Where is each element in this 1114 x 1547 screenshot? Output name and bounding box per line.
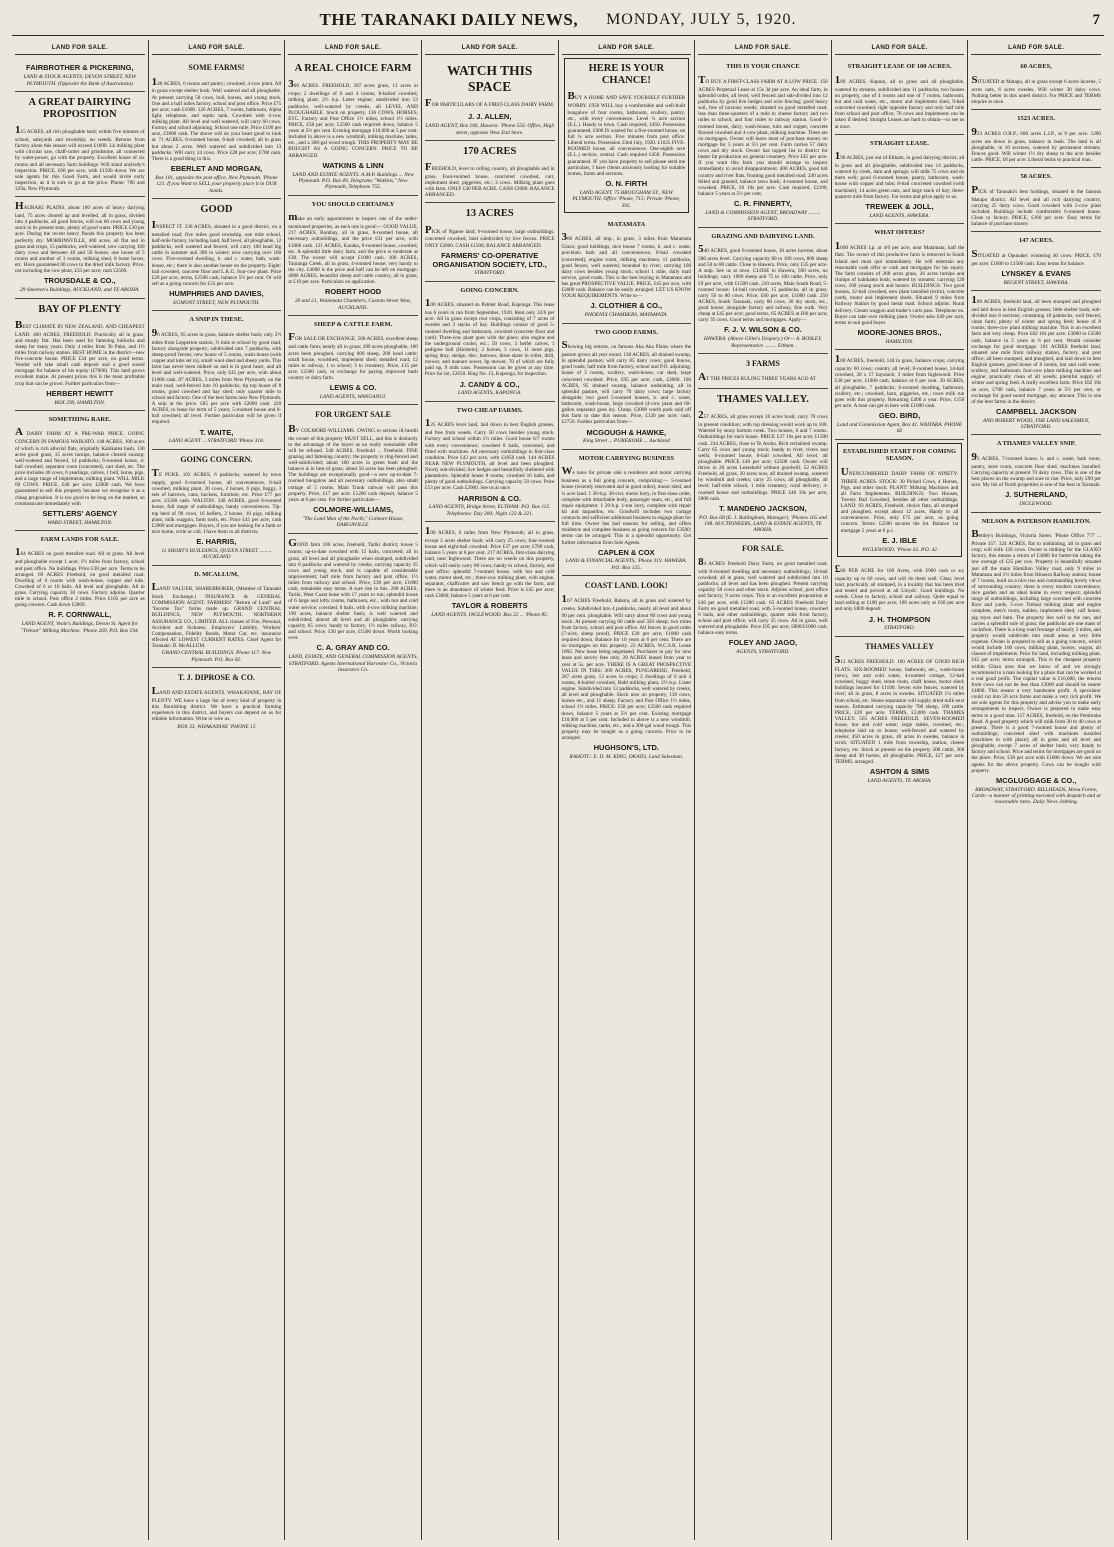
column-heading: LAND FOR SALE. <box>152 40 282 55</box>
ad-body: FOR SALE OR EXCHANGE. 500 ACRES, excellent sheep and cattle farm; nearly all in grass; 200 acres ploughable, 100 acres been ploughed, carrying 600 sheep, 200 head cattle; small house, woolshed, implement shed; metalled road; 12 miles to railway, 1 to school; 3 to creamery. Price, £15 per acre. £1500 cash, or exchange for paying improved bush country or dairy farm. <box>288 331 418 382</box>
ad-address: INGLEWOOD. 'Phone 61. P.O. 42 <box>862 546 937 553</box>
ad-title: A SNIP IN THESE. <box>189 316 244 324</box>
ad-address: P.O. Box 68 (E. J. Ballingham, Manager). 'Phones 165 and 198. AUCTIONEERS, LAND & ESTATE AGENTS, TE AROHA. <box>699 514 827 534</box>
ad-address: Box 101, opposite the post office, New Plymouth. 'Phone 121. If you Want to SELL your property place it in OUR hands. <box>155 174 278 194</box>
ad-body: 100 ACRES, situated on Palmer Road, Kaponga. This lease has 6 years to run from September, 1920. Rent only 32/6 per acre. All in grass except root crops, consisting of 7 acres of swedes and 3 stacks of hay. Buildings consist of good 5-roomed dwelling and bathroom, cowshed (concrete floor and yard). Three-cow plant goes with the place; also engine and the underground cooler, etc.; 50 cows, 3 heifer calves, 1 pedigree bull (Holstein); 2 horses, 3 cows, 11 store pigs, spring dray, sledge, disc, harrows, three share in roller, drill, mower, and manure sower, hp mower, 70 of which are fully paid up, 9 milk cans. Possession can be given at any time. Price for lot, £2650. Ring No. 13, Kaponga, for inspection. <box>424 297 555 378</box>
ad-body: LAND VALUER, SHAREBROKER, (Member of Taranaki Stock Exchange.) INSURANCE & GENERAL COMMISSION AGENT. FARMERS' "Return of Land" and "Income Tax" forms made up. GRAND CENTRAL BUILDINGS, NEW PLYMOUTH. NORTHERN ASSURANCE CO., LIMITED. ALL classes of Fire, Personal, Accident and Sickness; Employers' Liability, Workers' Compensation, Fidelity Bonds, Motor Car, etc. insurance effected AT LOWEST CURRENT RATES. Chief Agent for Taranaki: D. McALLUM. <box>151 581 282 650</box>
ad-title: COAST LAND. LOOK! <box>584 581 668 591</box>
column <box>12 40 149 1540</box>
advertisement <box>288 196 418 316</box>
ad-title: A THAMES VALLEY SNIP. <box>996 440 1076 448</box>
column-heading: LAND FOR SALE. <box>971 40 1101 55</box>
ad-address: LAND & STOCK AGENTS, DEVON STREET, NEW PLYMOUTH. (Opposite the Bank of Australasia) <box>23 74 137 87</box>
ad-agent: J. J. ALLEN, <box>467 112 512 122</box>
ad-title: 50 ACRES. <box>1020 173 1052 181</box>
ad-body: Showing big returns, on famous Aka Aka Plains where the pasture grows all year round. 130 ACRES, all drained swamp, in splendid pasture; will carry 85 dairy cows; good fences, good roads; half mile from factory, school and P.O. adjoining; house of 5 rooms, scullery, wash-house, car shed, large concreted cowshed. Price, £95 per acre; cash, £3000. 100 ACRES, 95 drained swamp, balance undulating, all in splendid pasture, will carry 70 dairy cows; large factory alongside; two good 5-roomed houses, h. and c. water, bathroom, wash-house, large cowshed (4-cow plant and 60-gallon separator goes in). Cheap. £3000 worth pack sold off this farm to date this season. Price, £120 per acre; cash, £2750. Further particulars from— <box>561 339 692 426</box>
ad-address: LAND AGENT ... STRATFORD 'Phone 318. <box>168 438 265 445</box>
ad-title: MOTOR CARRYING BUSINESS <box>578 454 674 462</box>
ad-body: 512 ACRES FREEHOLD. 160 ACRES OF GOOD RICH FLATS. SIX-ROOMED house, bathroom, etc., wash-house (new), hot and cold water, 4-roomed cottage, 12-bail cowshed, buggy shed, stone room, chaff house, motor shed; buildings insured for £1100. Seven wire fences; watered by river; all in grass, 8 acres in swedes. SITUATED 1¼ miles from school, etc. Home separation will supply dried milk next season. Estimated carrying capacity 700 sheep, 100 cattle. PRICE, £20 per acre. TERMS, £3,000 cash. THAMES VALLEY. 565 ACRES FREEHOLD. SEVEN-ROOMED house, hot and cold water; large stable, cowshed, etc.; telephone laid on to house; well-fenced and watered by creeks; 450 acres in grass, 40 acres in swedes, balance in scrub. SITUATED 1 mile from township, station, cheese factory, etc. Stock at present on the property 200 cattle, 300 sheep and 30 horses, all ploughable. PRICE, £27 per acre. TERMS, arranged. <box>834 654 965 765</box>
ad-agent: FARMERS' CO-OPERATIVE ORGANISATION SOCIETY, LTD., <box>432 250 547 269</box>
column <box>422 40 559 1540</box>
ad-address: LAND AGENT, Veale's Buildings, Devon St. Agent for "Treloar" Milking Machine. 'Phone 269, P.O. Box 194. <box>20 621 139 634</box>
advertisement <box>971 58 1101 110</box>
ad-body: 540 ACRES, good 6-roomed house, 10 acres lucerne, about 500 acres level. Carrying capacity 80 to 100 cows, 800 sheep and 50 to 80 cattle. Close to Hawera. Price, only £35 per acre. A snip. See us at once. CLOSE to Hawera, 500 acres, no buildings; carry 1000 sheep and 75 to 100 cattle. Price, only £9 per acre, with £1500 cash. 210 acres, Main South Road, 5-roomed house; 14-bail cowshed, 15 paddocks, all in grass; carry 56 to 80 cows. Price, £60 per acre, £1000 cash. 250 ACRES, South Taranaki, carry 80 cows, 30 dry stock, etc., good house; alongside factory and railway, fine walk. Very cheap at £45 per acre; good terms. 65 ACRES at £80 per acre; carry 35 cows. Good terms and mortgages. Apply— <box>698 243 828 324</box>
ad-body: SITUATED at Matapu, all in grass except 6 acres lucerne, 5 acres oats, 6 acres swedes. Will winter 30 dairy cows. Nothing better in this noted district. For PRICE and TERMS enquire at once. <box>971 73 1101 105</box>
advertisement <box>971 513 1101 810</box>
ad-agent: R. F. CORNWALL, <box>48 610 112 620</box>
ad-body: AT THE PRICES RULING THREE YEARS AGO AT <box>698 371 816 384</box>
ad-agent: EBERLET AND MORGAN, <box>170 163 263 173</box>
ad-address: LAND AGENT. 75 BROUGHAM ST., NEW PLYMOUTH. Office 'Phone, 715; Private 'Phone, 395. <box>572 189 681 209</box>
ad-address: LAND AGENTS, TE AROHA. <box>867 777 932 784</box>
ad-body: £60 PER ACRE for 100 Acres, with £900 cash or so; capacity up to 60 cows, and will do them well. Clear, level land, practically all stumped, in a locality that has been tried and tested and proved at all Lloyds'. Good buildings. No weeds. Close to factory, school and railway. Quite equal to land selling at £100 per acre; 100 acres only at £60 per acre and only £800 deposit. <box>834 562 965 613</box>
advertisement <box>288 534 418 678</box>
advertisement <box>288 58 418 195</box>
ad-agent: CAMPBELL JACKSON <box>996 406 1077 416</box>
ad-title: SOME FARMS! <box>188 63 245 73</box>
ad-body: 300 ACRES. FREEHOLD, 287 acres grass, 13 acres in crops; 2 dwellings of 6 and 4 rooms; 8-bailed cowshed, milking plant, 2½ h.p. Lister engine; subdivided into 13 paddocks, well-watered by creeks, all LEVEL AND PLOUGHABLE. Stock on property, 136 COWS, HORSES, ETC. Factory and Post Office 1½ miles, school 1½ miles. PRICE, £58 per acre; £2500 cash required down, balance 5 years at 5½ per cent. Existing mortgage £10,000 at 5 per cent. Included in above is a new windmill, milking machine, tanks, etc., and a 300-gal wood trough. THIS PROPERTY MAY BE BOUGHT AS A GOING CONCERN. PRICE TO BE ARRANGED. <box>288 78 418 159</box>
advertisement <box>562 450 692 576</box>
advertisement <box>971 435 1101 512</box>
ad-agent: FAIRBROTHER & PICKERING, <box>26 63 134 73</box>
ad-body: 100 ACRES, 6 miles from New Plymouth; all in grass, except 2 acres shelter bush; will carry 25 cows; four-roomed house and eight-bail cowshed. Price £37 per acre; £700 cash, balance 5 years at 6 per cent. 217 ACRES, first-class dairying land, near Inglewood. There are no weeds on this property, which will easily carry 80 cows; handy to school, factory, and post office; splendid 7-roomed house, with hot and cold water, motor shed, etc.; three-cow milking plant, with engine, separator, chaffcutter and saw bench go with the farm, and there is an abundance of winter feed. Price is £45 per acre; cash £3000, balance 5 years at 6 per cent. <box>424 525 555 600</box>
ad-address: AND ROBERT WOOD, THE LAND SALESMEN, STRATFORD. <box>982 417 1090 431</box>
ad-agent: HUGHSON'S, LTD. <box>593 743 660 753</box>
ad-body: FOR PARTICULARS OF A FIRST-CLASS DAIRY FARM. <box>424 97 555 110</box>
ad-address: LAND AGENTS, INGLEWOOD. Box 22 ... 'Phone 85. <box>431 612 549 619</box>
ad-title: HERE IS YOUR CHANCE! <box>588 63 665 87</box>
advertisement <box>562 324 692 450</box>
ad-agent: T. MANDENO JACKSON, <box>719 503 807 513</box>
ad-title: ESTABLISHED START FOR COMING SEASON. <box>843 447 957 463</box>
advertisement <box>425 203 555 281</box>
ad-body: 306 ACRES, all imp., in grass, 3 miles from Matamata Glaxo; good buildings, nice house 7 rooms, h. and c. water, porcelain bath and all conveniences; 8-bail cowshed (concreted), engine room, milking machines; 11 paddocks, good fences, well watered, bounded by river; carrying 100 dairy cows besides young stock; school 1 mile, daily mail service, good roads. This is the best buying in Matamata and has great PROSPECTIVE VALUE. PRICE, £45 per acre, with £2000 cash. Balance can be easily arranged. LET US KNOW YOUR REQUIREMENTS. Write to— <box>561 231 692 300</box>
ad-title: T. J. DIPROSE & CO. <box>177 672 255 682</box>
ad-address: King Street ... PUKEKOHE ... Auckland <box>582 438 670 445</box>
ad-agent: O. N. FIRTH <box>605 178 648 188</box>
column <box>695 40 832 1540</box>
advertisement <box>15 92 145 197</box>
ad-title: SHEEP & CATTLE FARM. <box>313 320 393 328</box>
ad-agent: GEO. BIRD, <box>878 411 921 421</box>
ad-title: FARM LANDS FOR SALE. <box>40 535 119 543</box>
column <box>832 40 969 1540</box>
advertisement <box>971 110 1101 168</box>
ad-body: 96 ACRES, 95 acres in grass, balance shelter bush; only 2½ miles from Lepperton station, ½ mile to school by good road, factory alongside property; subdivided into 7 paddocks, with sheep-proof fences; new house of 5 rooms, wash-house (with copper and tubs set in), small wool shed and sheep yards. This farm has never been milked on and is in good heart, and all level and well-watered. Price, only £45 per acre, with about £1000 cash. 87 ACRES, 3 miles from New Plymouth, on the main road, well-fenced into 10 paddocks; tip top house of 8 rooms, good cowshed and hay shed; only quarter mile to school and factory. One of the best farms near New Plymouth. A snip at the price. £85 per acre with £2000 cash. 220 ACRES, to lease for term of 5 years; 5-roomed house and 8-bail cowshed; all level. Further particulars will be given if required. <box>151 326 282 426</box>
column-heading: LAND FOR SALE. <box>562 40 692 55</box>
ad-address: REGENT STREET, HAWERA. <box>1003 279 1069 286</box>
ad-agent: J. CLOTHIER & CO., <box>590 301 663 311</box>
ad-agent: MCGOUGH & HAWKE, <box>586 427 667 437</box>
ad-title: D. MCALLUM, <box>194 570 239 578</box>
ad-agent: ROBERT HOOD <box>324 287 382 297</box>
ad-title: STRAIGHT LEASE OF 100 ACRES. <box>847 63 952 71</box>
ad-address: WARD STREET, HAMILTON. <box>47 519 113 526</box>
ad-body: PICK of Ngaere land; 6-roomed house, large outbuildings, concreted cowshed, land subdivided by live fences. PRICE ONLY £2000. CASH £1500; BALANCE ARRANGED. <box>424 223 555 249</box>
ad-body: BY COLMORE-WILLIAMS. OWING to serious ill-health the owner of this property MUST SELL, and this is distinctly to the advantage of the buyer as no really reasonable offer will be refused. 540 ACRES. Freehold ... Freehold. FINE grazing and fattening country; the property is ring-fenced and well-subdivided; about 100 acres in green bush and the balance is in best of grass; about 50 acres has been ploughed. The buildings are exceptionally good—a new up-to-date 7-roomed bungalow and all necessary outbuildings, also small cottage of 5 rooms. Main Trunk railway will pass this property. Price, £17 per acre. £1200 cash deposit, balance 5 years at 6 per cent. For further particulars— <box>288 422 418 503</box>
ad-address: 29 Smeeton's Buildings, AUCKLAND, and TE AROHA. <box>19 287 140 294</box>
ad-title: 147 ACRES. <box>1018 237 1054 245</box>
ad-address: PHOENIX CHAMBERS, MATAMATA. <box>584 312 668 319</box>
ad-address: LAND AGENTS, HAWERA. <box>869 212 930 219</box>
advertisement <box>15 58 145 92</box>
ad-title: FOR SALE. <box>742 543 784 553</box>
advertisement <box>425 282 555 402</box>
ad-agent: LYNSKEY & EVANS <box>1001 268 1071 278</box>
ad-title: WATCH THIS SPACE <box>446 63 533 94</box>
ad-title: TWO GOOD FARMS. <box>594 328 658 336</box>
masthead <box>12 6 1104 36</box>
ad-body: We have for private sale a residence and motor carrying business as a full going concern, comprising:— 5-roomed house (recently renovated and in good order), motor shed, and ¼ acre land. 1 30-h.p. 30-cwt. motor lorry, in first-class order, complete with detachable body, passenger seats, etc., and full repair equipment. 1 20-h.p. 1-ton lorry, complete with repair kit and tarpaulins, etc. Goodwill includes two cartage contracts and sufficient additional business to engage plant for full time. Owner has bad reasons for selling, and offers residence and complete business as going concern for £3500; terms can be arranged. This is a splendid opportunity. Get further information from Sole Agents. <box>561 465 692 546</box>
ad-address: RAHOTU. E. D. M. KING, OKATO, Land Salesman. <box>569 753 684 760</box>
ad-title: GOING CONCERN. <box>460 286 519 294</box>
advertisement <box>152 450 282 566</box>
advertisement <box>152 311 282 449</box>
ad-body: 167 ACRES Freehold, Rahotu, all in grass and watered by creeks. Subdivided into 4 paddocks, nearly all level and about 90 per cent. ploughable. Will carry about 80 cows and young stock. At present carrying 68 cattle and 350 sheep; two miles from factory, school and post office. All fences in good order (7-wire, sheep proof). PRICE £30 per acre; £1000 cash required down. Balance for 10 years at 6 per cent. There are no mortgages on this property. 23 ACRES, W.C.S.R. Lease 1892. New lease being negotiated. Purchaser to pay for new lease and survey fees only. 28 ACRES leased from year to year at 5s. per acre. THERE IS A GREAT PROSPECTIVE VALUE IN THIS: 300 ACRES, PUNGAREHU, Freehold, 287 acres grass, 13 acres in crops; 2 dwellings of 6 and 4 rooms, 8-bailed cowshed, Ridd milking plant, 2½-h.p. Lister engine. Subdivided into 13 paddocks, well watered by creeks, all level and ploughable. Stock now on property, 136 cows, horses etc., and 11 sheep. Factory and Post Office 1½ miles, school 1½ miles. PRICE: £58 per acre; £2500 cash required down, balance 5 years at 5½ per cent. Existing mortgage £10,000 at 5 per cent. Included in above is a new windmill, milking machine, tanks, etc., and a 300-gal wood trough. This property may be bought as a going concern. Price to be arranged. <box>561 593 692 741</box>
ad-address: LAND AND ESTATE AGENTS. A.M.P. Buildings ... New Plymouth. P.O. Box 49, Telegrams "Watkins," New Plymouth, Telephone 755. <box>292 171 414 191</box>
ad-body: UNENCUMBERED DAIRY FARM OF NINETY-THREE ACRES. STOCK: 30 Picked Cows, 4 Horses, Pigs, and other stock. PLANT: Milking Machines and all Farm Implements. BUILDINGS: Two Houses, Twenty Bail Cowshed, besides all other outbuildings. LAND: 93 ACRES, Freehold, choice flats, all stumped and ploughed, except about 12 acres. Handy to all conveniences. Price, only £75 per acre, as going concern. Terms: £2500 secures the lot. Balance 1st mortgage 5 years at 6 p.c. <box>840 465 959 534</box>
page-number: 7 <box>1092 12 1100 28</box>
advertisement <box>835 135 965 224</box>
ad-body: FREEHOLD, level to rolling country, all ploughable and in grass. Four-roomed house, concreted cowshed, cart, implement shed, piggeries, etc.; 3 cows. Milking plant goes with farm. ONLY £40 PER ACRE. CASH £2000; BALANCE ARRANGED. <box>424 160 555 199</box>
advertisement <box>564 58 690 213</box>
ad-body: SITUATED at Opunake; wintering 40 cows. PRICE, £70 per acre; £1000 to £1500 cash. Easy terms for balance. <box>971 247 1101 267</box>
advertisement <box>425 141 555 204</box>
ad-title: 13 ACRES <box>465 208 514 220</box>
ad-title: THAMES VALLEY. <box>716 394 809 406</box>
ad-address: HAWERA. (Above Gillet's Drapery.) Or— A. BOSLEY, Representative ......... Eltham. <box>703 336 822 349</box>
advertisement <box>425 58 555 141</box>
ad-address: STRATFORD. <box>474 270 506 277</box>
advertisement <box>971 291 1101 436</box>
ad-body: 125 ACRES level land, laid down in best English grasses, and free from weeds. Carry 50 cows besides young stock. Factory and school within 1½ miles. Good house 6/7 rooms with every convenience; cowshed 8 bails, concreted, and fitted with machines. All necessary outbuildings in first-class condition. Price £43 per acre, with £1850 cash. 144 ACRES NEAR NEW PLYMOUTH, all level and been ploughed. Nicely sub-divided; live hedges and beautifully sheltered with plantations. Splendid house 8 rooms, cowshed 16 bails, and plenty of good outbuildings. Carrying capacity 50 cows. Price £53 per acre. Cash £2000. See us at once. <box>424 417 555 492</box>
ad-agent: J. SUTHERLAND, <box>1005 490 1068 500</box>
ad-address: LAND AGENT, Box 106, Hawera. 'Phone 556. Office, High street, opposite West End Store. <box>425 123 555 136</box>
advertisement <box>698 228 828 354</box>
ad-address: Land and Commission Agent, Box 41. WAITARA. PHONE 82 <box>836 421 963 435</box>
ad-agent: HARRISON & CO. <box>458 493 522 503</box>
ad-address: LAND AGENTS, WANGANUI. <box>319 394 387 400</box>
ad-title: YOU SHOULD CERTAINLY <box>311 200 395 208</box>
ad-body: 84 ACRES Freehold Dairy Farm, on good metalled road, with 8-roomed dwelling and necessary outbuildings; 16-bail cowshed; all in grass, well watered and subdivided into 10 paddocks; all level and has been ploughed. Present carrying capacity 50 cows and other stock. Adjoins school, post office and factory; 9 acres crops. This is an excellent proposition at £46 per acre, with £1280 cash. 63 ACRES Freehold Dairy Farm on good metalled road, with 5-roomed house, cowshed 6 bails, and other outbuildings; quarter mile from factory, school and post office; will carry 35 cows. All in grass, well watered and ploughable. Price £95 per acre; £800/£1000 cash, balance easy terms. <box>698 555 828 637</box>
ad-body: make an early appointment to inspect one of the under-mentioned properties, as each one is good:— GOOD VALUE. 217 ACRES, Bombay, all in grass, 8-roomed house, all necessary outbuildings, and the price £31 per acre, with £1000 cash. 121 ACRES, Karaka, 6-roomed house, cowshed, etc. A splendid little dairy farm, and the price is moderate at £38. The owner will accept £1000 cash. 100 ACRES, Tauranga Creek, all in grass, 4-roomed house; very handy to the city. £4000 is the price and half can be left on mortgage. 4000 ACRES, beautiful sheep and cattle country, all in grass, at £10 per acre. Particulars on application. <box>288 211 418 286</box>
ad-body: TE PUKE. 102 ACRES, 6 paddocks, watered by town supply, good 6-roomed house, all conveniences, 8-bail cowshed, milking plant, 20 cows, 2 horses, 6 pigs, buggy, 3 sets of harrows, cans, buckets, furniture, etc. Price £77 per acre; £1500 cash. WALTON. 348 ACRES, good 6-roomed house, full range of outbuildings, handy conveniences. Tip-top herd of 90 cows, 16 heifers, 2 horses, 10 pigs, milking plant, milk waggon, farm tools, etc. Price £45 per acre, cash £2000 and mortgages. Buyers, if you are looking for a farm or nice home, write or call. I have them in all districts. <box>151 466 282 535</box>
ad-address: "The Land Man of the North," Colmore House, DARGAVILLE. <box>302 515 404 529</box>
ad-body: 160 ACRES, freehold, 144 in grass, balance crops; carrying capacity 60 cows; country all level; 8-roomed house, 14-bail cowshed, 30 x 17 haystack; 3 miles from Inglewood. Price £38 per acre, £1000 cash, balance at 6 per cent. 30 ACRES, all ploughable, 7 paddocks; 6-roomed dwelling, bathroom, scullery, etc.; cowshed, barn, piggeries, etc.; town milk run goes with this property. Returning £400 a year. Price, £150 per acre. A man can get in here with £1000 cash. <box>834 353 965 409</box>
ad-body: LAND AND ESTATE AGENTS, WHAKATANE, BAY OF PLENTY. WE have a large list of every kind of property in this flourishing district. We have a practical farming experience in this district, and buyers can depend on us for reliable information. Write or wire us. <box>151 685 282 723</box>
advertisement <box>288 405 418 533</box>
ad-address: LAND AGENTS, KAPONGA. <box>457 390 522 397</box>
ad-body: BEST CLIMATE IN NEW ZEALAND. AND CHEAPEST LAND. 460 ACRES, FREEHOLD. Practically all in grass, and mostly flat. Has been used for fattening bullocks and sheep for many years. Only 4 miles from Te Puke, and 1½ miles from railway station. BEST HOME in the district—new five-concrete house. PRICE £34 per acre, on good terms. Vendor will take small cash deposit and a good sound mortgage for balance of his equity (£7000). This land grows excellent maize. At present prices this is the most profitable crop that can be grown. Further particulars from— <box>15 318 145 387</box>
advertisement <box>15 197 145 298</box>
ad-address: BOX 299, HAMILTON. <box>54 399 106 406</box>
ad-title: THIS IS YOUR CHANCE <box>726 63 800 71</box>
advertisement <box>698 58 828 227</box>
ad-agent: ASHTON & SIMS <box>869 766 930 776</box>
ad-address: GRAND CENTRAL BUILDINGS. Phone 117. New Plymouth. P.O. Box 82. <box>161 650 272 663</box>
ad-agent: MCGLUGGAGE & CO., <box>995 775 1077 785</box>
ad-body: 164 ACRES on good metalled road. All in grass. All level and ploughable except 1 acre; 1½ miles from factory, school and post office. No buildings. Price £38 per acre. Terms to be arranged. 69 ACRES Freehold, on good metalled road. Dwelling of 6 rooms with wash-house, copper and tubs. Cowshed of 6 or 10 bails. All level and ploughable. All in grass. Carrying capacity 30 cows. Factory adjoins. Quarter mile to school. Post office 2 miles. Price £105 per acre as going concern. Cash down £2000. <box>15 546 145 609</box>
ad-title: 1523 ACRES. <box>1017 115 1056 123</box>
ad-title: MATAMATA <box>607 220 646 228</box>
ad-agent: J. H. THOMPSON <box>868 614 931 624</box>
column-heading: LAND FOR SALE. <box>15 40 145 55</box>
ad-body: 923 ACRES O.R.P., 600 acres L.I.P., at 9 per acre. 1200 acres are down in grass, balance in bush. The land is all ploughable, in 10 sections, watered by permanent streams. Fences good. Will winter 1½ dry sheep to the acre besides cattle. PRICE, £8 per acre. Liberal terms to practical man. <box>971 125 1101 163</box>
advertisement <box>698 539 828 660</box>
ad-agent: SETTLERS' AGENCY <box>42 508 118 518</box>
ad-body: 180 ACRES, freehold land, all been stumped and ploughed and laid down in best English grasses; little shelter bush; sub-divided into 8 sections; containing 18 paddocks, well fenced, clean farm; plenty of winter and spring feed; house of 8 rooms; three-cow plant milking machine. This is an excellent farm and very cheap. Price £82 10s per acre, £3000 to £3500 cash, balance in 5 years at 6 per cent. Would consider exchange for good mortgage. 101 ACRES freehold land, situated one mile from railway station, factory, and post office; all been stumped, and ploughed, and laid down in best English grasses; good house of 8 rooms, hot and cold water, scullery, and bathroom; four-cow plant milking machine and engine; practically clean of all weeds; plentiful supply of winter and spring feed. A really excellent farm. Price £82 10s an acre, £700 cash, balance 7 years at 5½ per cent, or exchange for good sound mortgage, any amount. This is one of the best farms in the district. <box>971 293 1101 405</box>
ad-body: 1000 ACRES Lp. at 4/6 per acre, near Matamata; half the flats. The owner of this productive farm is removed to South Island and must quit immediately. He will entertain any reasonable cash offer or cash and mortgages for his equity. The farm consists of 268 acres grass, 26 acres turnips and clumps of kahikatea bush; watered by streams; carrying 120 cows, 100 young stock and horses. BUILDINGS: Two good houses, 12-bail cowshed, new plant installed (extra), concrete yards, motor and implement sheds. Situated 9 miles from Railway Station by good metal road. School adjoins. Rural delivery. Cream waggon and trader's carts pass. Telephone on. Buyer can take over milking plant. Owner asks £40 per acre, terms to suit good buyer. <box>834 239 965 326</box>
ad-address: LAND, ESTATE, AND GENERAL COMMISSION AGENTS, STRATFORD. Agents International Harvester Co., Victoria Insurance Co. <box>288 654 418 673</box>
ad-body: GOOD farm 100 acres, freehold, Tariki district; house 5 rooms; up-to-date cowshed with 12 bails, concreted; all in grass, all level and all ploughable when stumped, subdivided into 8 paddocks and watered by creeks; carrying capacity 35 cows and young stock, and is capable of considerable improvement; half mile from factory and post office, 1½ miles from railway and school. Price, £30 per acre; £1600 cash, remainder easy terms. A sure rise in this. 200 ACRES, Tariki, West Coast lease with 17 years to run; splendid house of 6 large and lofty rooms, bathroom, etc., with hot and cold water service; cowshed, 8 bails, with 4-cow milking machine; 190 acres, balance shelter bush; is well watered and subdivided; almost all level and all ploughable; carrying capacity 65 cows; handy to factory, 1½ miles railway, P.O. and school. Price, £30 per acre, £1500 down. Worth looking over. <box>288 536 418 642</box>
ad-agent: COLMORE-WILLIAMS, <box>313 504 394 514</box>
ad-title: THAMES VALLEY <box>865 641 934 651</box>
ad-title: TWO CHEAP FARMS. <box>456 406 523 414</box>
ad-title: BAY OF PLENTY <box>38 303 122 315</box>
advertisement <box>835 350 965 439</box>
advertisement <box>837 443 963 557</box>
ad-title: GRAZING AND DAIRYING LAND. <box>711 232 815 240</box>
ad-address: 20 and 21, Waitemata Chambers, Custom Street West, AUCKLAND. <box>294 298 412 311</box>
advertisement <box>698 354 828 389</box>
ad-agent: HERBERT HEWITT <box>46 388 114 398</box>
advertisement <box>835 560 965 637</box>
columns <box>12 40 1104 1540</box>
ad-body: 140 ACRES, 6 rooms and pantry; cowshed, 4-cow plant. All in grass except shelter bush. Well watered and all ploughable. At present carrying 50 cows, bull, horses, and young stock. One and a half miles factory, school and post office. Price £75 per acre; cash £1000. 120 ACRES, 7 rooms, bathroom, Alpha light, telephone, and septic tank. Cowshed with 4-cow milking plant. All level and well watered, will carry 60 cows. Factory and school adjoining. School one mile. Price £100 per acre, £3000 cash. The above will do your heart good to look at. 71 ACRES, 6-roomed house, 6-bail cowshed; all in grass but about 2 acres. Well watered and subdivided into 13 paddocks. Will carry 24 cows. Price £28 per acre; £700 cash. There is a good thing in this. <box>151 75 282 162</box>
ad-title: A REAL CHOICE FARM <box>294 63 412 75</box>
advertisement <box>152 199 282 311</box>
masthead-title: THE TARANAKI DAILY NEWS, <box>319 10 579 30</box>
ad-body: TO BUY A FIRST-CLASS FARM AT A LOW PRICE. 156 ACRES Perpetual Lease at 15s 3d per acre. An ideal farm, in splendid order, all level, well fenced and sub-divided into 12 paddocks by good live hedges and wire fencing; good heavy soil, free of noxious weeds; situated on good metalled road; less than three-quarters of a mile to cheese factory and two miles to school, and four miles to railway station. Good 6-roomed house, dairy, wash-house, tubs and copper, concrete floored cowshed and 4-cow plant, milking machine. There are no mortgages. Owner will leave most of purchase money on mortgage for 5 years at 5½ per cent. Farm carries 57 dairy cows and dry stock. Owner has topped list in district for butter fat production on general creamery. Price £45 per acre. If you want this farm you should arrange to inspect immediately to avoid disappointment. 400 ACRES, good hill country and river flats, fronting good metalled road; 240 acres felled and grassed, balance tawa bush; 4-roomed house, and cowshed. PRICE, £6 10s per acre. Cash required, £2100, balance 5 years at 5½ per cent. <box>698 73 828 197</box>
ad-agent: C. A. GRAY AND CO. <box>316 643 390 653</box>
column-heading: LAND FOR SALE. <box>425 40 555 55</box>
ad-agent: T. WAITE, <box>199 427 234 437</box>
column <box>285 40 422 1540</box>
ad-agent: FOLEY AND JAGO, <box>728 638 798 648</box>
advertisement <box>152 668 282 734</box>
advertisement <box>15 411 145 531</box>
column <box>149 40 286 1540</box>
ad-agent: WATKINS & LINN <box>322 160 384 170</box>
ad-address: INGLEWOOD. <box>1019 501 1053 508</box>
column-heading: LAND FOR SALE. <box>698 40 828 55</box>
column-heading: LAND FOR SALE. <box>288 40 418 55</box>
ad-title: A GREAT DAIRYING PROPOSITION <box>28 96 132 120</box>
ad-agent: MOORE-JONES BROS., <box>857 327 942 337</box>
masthead-date: MONDAY, JULY 5, 1920. <box>606 11 797 29</box>
advertisement <box>698 389 828 539</box>
advertisement <box>835 58 965 134</box>
ad-body: 100 ACRES, Kapuni, all in grass and all ploughable, watered by streams, subdivided into 11 paddocks; two houses on property, one of 4 rooms and one of 7 rooms, bathroom, hot and cold water, etc., motor and implement shed, 9-bail concreted cowshed; right opposite factory and only half mile from school and post office; 70 cows and implements can be taken if desired. Straight Leases are hard to obtain—so see us at once. <box>834 73 965 130</box>
ad-body: INSPECT IT. 330 ACRES, situated in a good district, on a metalled road; five miles good township, one mile school, half-mile factory, including land, half level, all ploughable, 12 paddocks, well watered and fenced, will carry 100 head big cattle in summer and 300 in winter; now carrying over 100 cows. Five-roomed dwelling, h. and c. water, bath, wash-house, etc.; there is also another house on the property. Eight-bail cowshed, concrete floor and L.K.G. four-cow plant. Price £29 per acre, terms, £2500 cash, balance 5½ per cent. Or will sell as a going concern for £33 per acre. <box>151 219 282 287</box>
ad-agent: LEWIS & CO. <box>329 383 377 393</box>
advertisement <box>562 216 692 324</box>
ad-address: BROADWAY, STRATFORD. BILLHEADS, Menu Forms, Cards—a manner of printing executed with despatch and at reasonable rates. Daily News Jobbing. <box>971 786 1101 806</box>
advertisement <box>15 299 145 411</box>
ad-body: BUY A HOME AND SAVE YOURSELF FURTHER WORRY. £950 WILL buy a comfortable and well-built bungalow of four rooms, bathroom, scullery, pantry, etc., with every convenience. Level ¼ acre section (E.L.). Handy to town. Cash required, £450. Possession guaranteed. £900 IS wanted for a five-roomed house, on full ¼ acre section. Five minutes from post office. Liberal terms. Possession 23nd July, 1920. £1025 FIVE-ROOMED house, all conveniences. One-eighth acre (E.L.) section, central. Cash required £450. Possession guaranteed. IF you have property to sell please send me particulars, I have clients anxiously looking for suitable homes, farms and sections. <box>567 90 686 177</box>
ad-body: 115 ACRES, all rich ploughable land; within five minutes of school, saleyards and township; no weeds. Returns from factory alone this season will exceed £1600. Lk milking plant with circular saw, chaff-cutter and grindstone, all connected by water-power, go with the property. Excellent house of six rooms and all necessary farm buildings. Will stand anybody's inspection. PRICE, £60 per acre, with £1500 down. We are sole agents for this Good Farm, and would invite early inspection, as it is sure to go at the price. Phone: 706 and 329a, New Plymouth. <box>15 124 145 192</box>
ad-body: HAURAKI PLAINS, about 100 acres of heavy dairying land, 75 acres cleared up and levelled, all in grass, divided into 4 paddocks, all good fences, will run 60 cows and young stock in its present state, plenty of good water. PRICE £30 per acre. During the recent heavy floods this property has been perfectly dry. MORRINSVILLE, 400 acres, all flat and in grass and crops, 15 paddocks, well-watered, now carrying 100 dairy cows and between 40 and 50 horses; one house of 5 rooms and another of 3 rooms, milking shed, 8 loose boxes, etc. Have guaranteed 80 cows to the dried milk factory. Price, not including the cow plant, £33 per acre; cash £2500. <box>15 200 145 275</box>
ad-agent: TROUSDALE & CO., <box>43 276 116 286</box>
ad-title: FOR URGENT SALE <box>315 410 391 420</box>
column <box>968 40 1104 1540</box>
ad-agent: TREWEEK & JOLL, <box>865 201 934 211</box>
ad-body: 196 ACRES, just out of Eltham, in good dairying district, all in grass and all ploughable, subdivided into 14 paddocks, watered by creek, dam and springs; will milk 75 cows and do them well; good 6-roomed house, pantry, bathroom, wash-house with copper and tubs; 8-bail concreted cowshed (with machines); 14 acres green oats, and large stack of hay; three-quarters mile from factory. For terms and price apply to us. <box>834 150 965 200</box>
ad-address: BOX 33, WHAKATANE 'PHONE 15 <box>177 723 256 730</box>
ad-title: 3 FARMS <box>746 359 780 368</box>
column-heading: LAND FOR SALE. <box>835 40 965 55</box>
ad-body: PICK of Taranaki's best holdings, situated in the famous Matapu district. All level and all rich dairying country, carrying 25 dairy cows. Good cowshed with 2-cow plant included. Buildings include comfortable 6-roomed house. Close to factory. PRICE, £160 per acre. Easy terms for balance of purchase money. <box>971 183 1101 227</box>
advertisement <box>562 576 692 764</box>
ad-title: WHAT OFFERS? <box>874 229 925 237</box>
ad-agent: CAPLEN & COX <box>597 547 655 557</box>
ad-address: HAMILTON. <box>885 338 914 345</box>
ad-title: SOMETHING RARE. <box>48 415 112 423</box>
advertisement <box>152 58 282 199</box>
ad-agent: E. HARRIS, <box>196 537 237 546</box>
ad-address: LAND AGENTS, Bridge Street, ELTHAM. P.O. Box 112. Telephones: Day 200; Night 123 & 221. <box>428 504 551 517</box>
ad-agent: E. J. IBLE <box>882 535 917 545</box>
ad-title: 170 ACRES <box>462 145 517 157</box>
advertisement <box>971 232 1101 291</box>
ad-body: A DAIRY FARM AT A PRE-WAR PRICE. GOING CONCERN IN FAMOUS WAIKATO. 148 ACRES, 100 acres of which is rich alluvial flats, originally Kahikatea bush, 130 acres good grass, 15 acres turnips, balance cleared swamp; well-watered and fenced, 14 paddocks; 6-roomed house, 4-bail cowshed, separator room (concreted), cart shed, etc. The price includes 40 cows, 6 yearlings, calves, 1 bull, horse, pigs, and a large range of implements, milking plant. WILL MILK 60 COWS. PRICE, £48 per acre; £2000 cash. We have guaranteed to sell this property because we recognise it as a cheap proposition. It is too good to be long on the market, so communicate immediately with <box>15 426 145 507</box>
ad-title: NELSON & PATERSON HAMILTON. <box>981 517 1091 525</box>
ad-agent: TAYLOR & ROBERTS <box>451 601 528 611</box>
advertisement <box>288 316 418 405</box>
ad-title: STRAIGHT LEASE. <box>870 139 929 147</box>
ad-agent: F. J. V. WILSON & CO. <box>724 325 802 335</box>
ad-agent: HUMPHRIES AND DAVIES, <box>169 289 264 299</box>
advertisement <box>15 531 145 638</box>
advertisement <box>425 522 555 622</box>
ad-title: 60 ACRES, <box>1020 63 1052 71</box>
advertisement <box>152 566 282 668</box>
advertisement <box>971 168 1101 232</box>
ad-address: 11 SHORT'S BUILDINGS, QUEEN STREET ......... AUCKLAND <box>161 547 272 561</box>
ad-address: AGENTS, STRATFORD. <box>736 649 790 656</box>
ad-title: GOOD <box>200 203 233 215</box>
ad-address: EGMONT STREET, NEW PLYMOUTH. <box>173 299 260 306</box>
ad-address: STRATFORD. <box>884 625 915 632</box>
ad-body: 257 ACRES, all grass except 20 acres bush; carry 70 cows in present condition; with top dressing would work up to 100. Watered by stony bottom creek. Two houses, 6 and 7 rooms. Outbuildings for each house. PRICE £37 10s per acre; £1500 cash. 234 ACRES, close to Te Aroha. Rich reclaimed swamp. Carry 65 cows and young stock; handy to river, rivers and wells; 6-roomed house; 8-bail cowshed. All level, all ploughable. PRICE £40 per acre; £2500 cash. Owner will throw in 20 acres Leasehold without goodwill. 52 ACRES Freehold, all grass, 20 acres now, all drained swamp, watered by windmill and creeks; carry 25 cows, all ploughable, all level; half-mile school, 1 mile creamery, rural delivery; 4-roomed house and outbuildings. PRICE £46 10s per acre, £800 cash. <box>698 409 828 502</box>
column <box>559 40 696 1540</box>
ad-address: LAND & FINANCIAL AGENTS, 'Phone 319. HAWERA. P.O. Box 125. <box>565 558 687 571</box>
ad-title: GOING CONCERN. <box>180 454 253 464</box>
advertisement <box>425 402 555 522</box>
ad-agent: J. CANDY & CO., <box>459 379 520 389</box>
ad-agent: C. R. FINNERTY, <box>733 199 792 208</box>
ad-body: 93 ACRES, 7-roomed house, h. and c. water, bath room, pantry, store room, concrete floor shed, machines installed. Carrying capacity at present 70 dairy cows. This is one of the best places on the swamp and sure to rise. Price, only £90 per acre. My list of North properties is one of the best in Taranaki. <box>971 450 1101 489</box>
advertisement <box>835 637 965 788</box>
ad-address: LAND & COMMISSION AGENT, BROADWAY ......... STRATFORD. <box>705 209 821 223</box>
advertisement <box>835 224 965 350</box>
ad-body: Bettley's Buildings, Victoria Street. 'Phone Office 777 ... Private 357. 324 ACRES, flat to undulating, all in grass and crop; will milk 120 cows. Owner is milking for the GLAXO factory, this means a return of £3000 for butter-fat taking the low average of £25 per cow. Property is beautifully situated just off the main Hamilton Valley road, only 9 miles to Matamata and 1½ miles from Hinuera Railway station; house of 7 rooms, built on a nice rise and commanding lovely views of surrounding country; there is every modern convenience, nice garden and an ideal home in every respect; splendid range of outbuildings, including large cowshed with concrete floor and yards, 5-cow Treloar milking plant and engine complete, men's room, stables, implement shed, calf house, pig styes and barn. The property lies well to the sun, and carries a splendid sole of grass; the paddocks are one mass of cocksfoot. There is a long road frontage of nearly 2 miles, and property would subdivide into small areas at very little expense. Owner is prepared to sell as a going concern, which would include 100 cows, milking plant, horses, wagon, all classes of implements. Price for land, including milking plant, £45 per acre; terms arranged. This is the cheapest property within Glaxo area that we know of and we strongly recommend to a man looking for a place that can be worked at a real good profit. The capital value is £16,000, the returns from cows can not be less than £3000 and should be nearer £4000. This means a very handsome profit. A speculator could cut into 50 acre farms and make a very rich profit. We are sole agents for this property and advise you to make early arrangements to inspect. Owner is prepared to make easy terms to a good man. 117 ACRES, freehold, on the Pembroke Road. A good property which will milk from 30 to 40 cows at present. There is a good 7-roomed house and plenty of outbuildings; concreted shed with machines installed (machines in with place); all in grass and all level and ploughable, except 7 acres of shelter bush; very handy to factory and school. Price and terms for mortgages are good on the place. Price, £30 per acre with £1000 down. We are sole agents for the above property. Cows can be bought with property. <box>971 528 1102 774</box>
